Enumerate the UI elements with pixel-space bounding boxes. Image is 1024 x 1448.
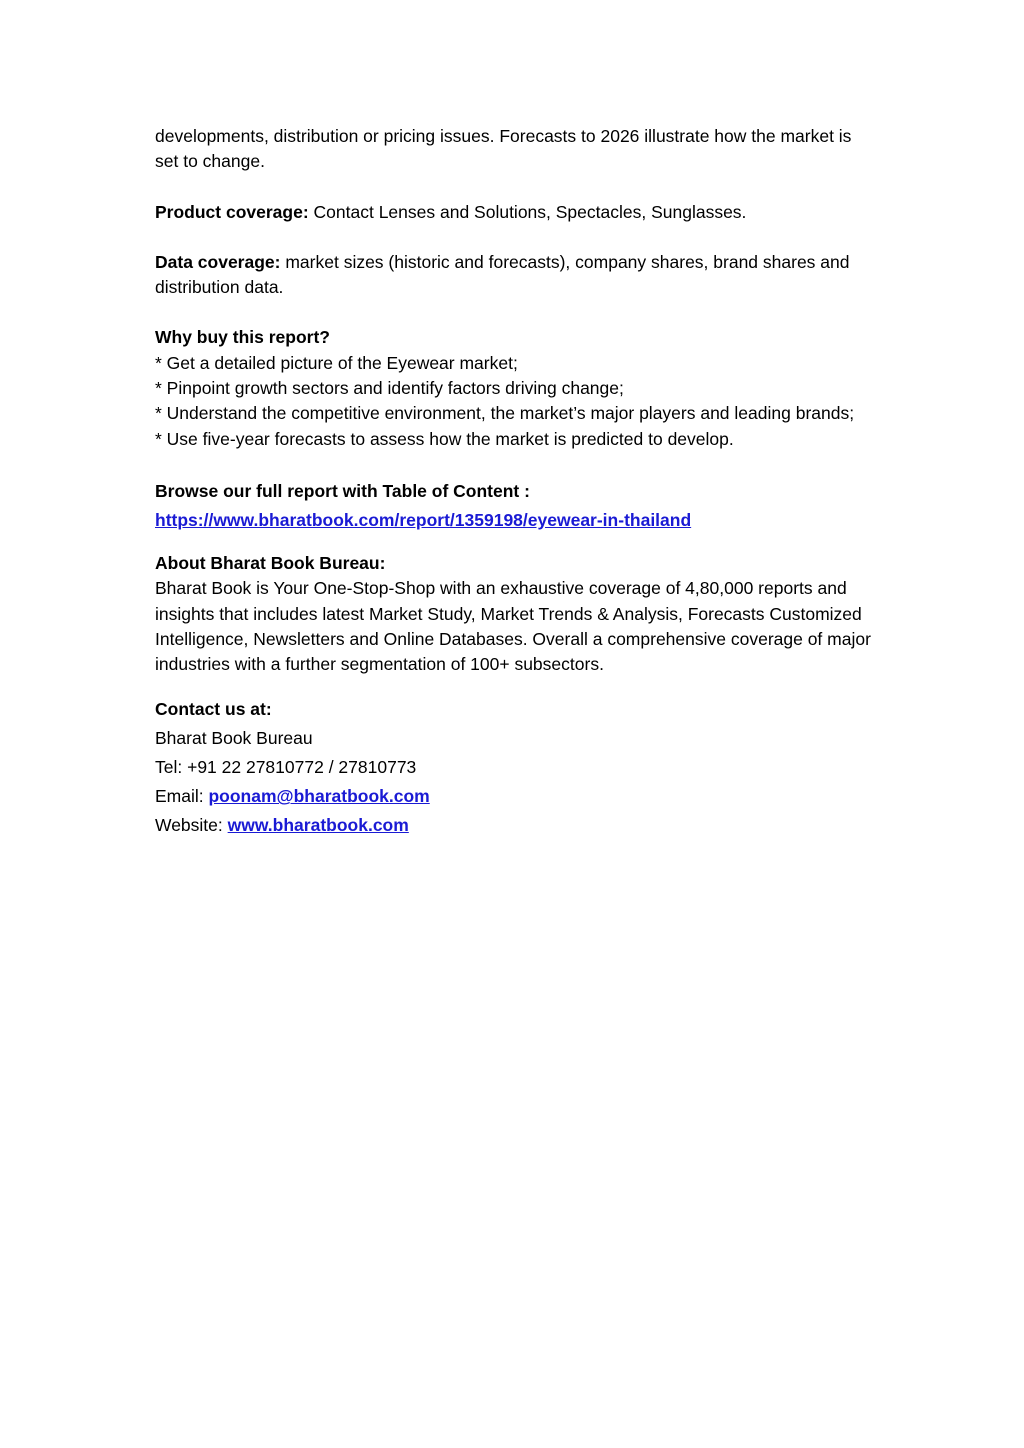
why-buy-item: * Get a detailed picture of the Eyewear market; <box>155 352 518 373</box>
about-text: Bharat Book is Your One-Stop-Shop with an exhaustive coverage of 4,80,000 reports and insights that includes latest Market Study, Market Trends & Analysis, Forecasts Customized Intelligence, Newsletters and Online Databases. Overall a comprehensive coverage of major industries with a further segmentation of 100+ subsectors. <box>155 578 871 675</box>
contact-tel: Tel: +91 22 27810772 / 27810773 <box>155 757 417 778</box>
product-coverage-text: Contact Lenses and Solutions, Spectacles, Sunglasses. <box>308 201 747 222</box>
why-buy-item: * Pinpoint growth sectors and identify factors driving change; <box>155 378 624 399</box>
website-label: Website: <box>155 815 228 836</box>
website-link[interactable]: www.bharatbook.com <box>227 815 409 836</box>
contact-website-line <box>155 811 875 840</box>
intro-paragraph: developments, distribution or pricing issues. Forecasts to 2026 illustrate how the market is set to change. <box>155 126 852 172</box>
browse-section <box>155 477 875 535</box>
document-page <box>155 124 875 840</box>
why-buy-section <box>155 325 875 451</box>
about-heading: About Bharat Book Bureau: <box>155 552 386 573</box>
product-coverage-label: Product coverage: <box>155 201 309 222</box>
email-link[interactable]: poonam@bharatbook.com <box>208 786 430 807</box>
report-link[interactable]: https://www.bharatbook.com/report/1359198/eyewear-in-thailand <box>155 509 692 530</box>
why-buy-item: * Use five-year forecasts to assess how the market is predicted to develop. <box>155 428 734 449</box>
why-buy-item: * Understand the competitive environment, the market’s major players and leading brands; <box>155 403 855 424</box>
contact-email-line <box>155 782 875 811</box>
contact-company: Bharat Book Bureau <box>155 728 313 749</box>
data-coverage-text: market sizes (historic and forecasts), company shares, brand shares and distribution data. <box>155 251 850 298</box>
about-section <box>155 551 875 677</box>
browse-heading: Browse our full report with Table of Content : <box>155 480 530 501</box>
data-coverage-label: Data coverage: <box>155 251 281 272</box>
data-coverage-paragraph <box>155 250 875 301</box>
contact-section <box>155 695 875 840</box>
product-coverage-paragraph <box>155 200 875 225</box>
contact-heading: Contact us at: <box>155 699 272 720</box>
email-label: Email: <box>155 786 209 807</box>
why-buy-heading: Why buy this report? <box>155 327 330 348</box>
